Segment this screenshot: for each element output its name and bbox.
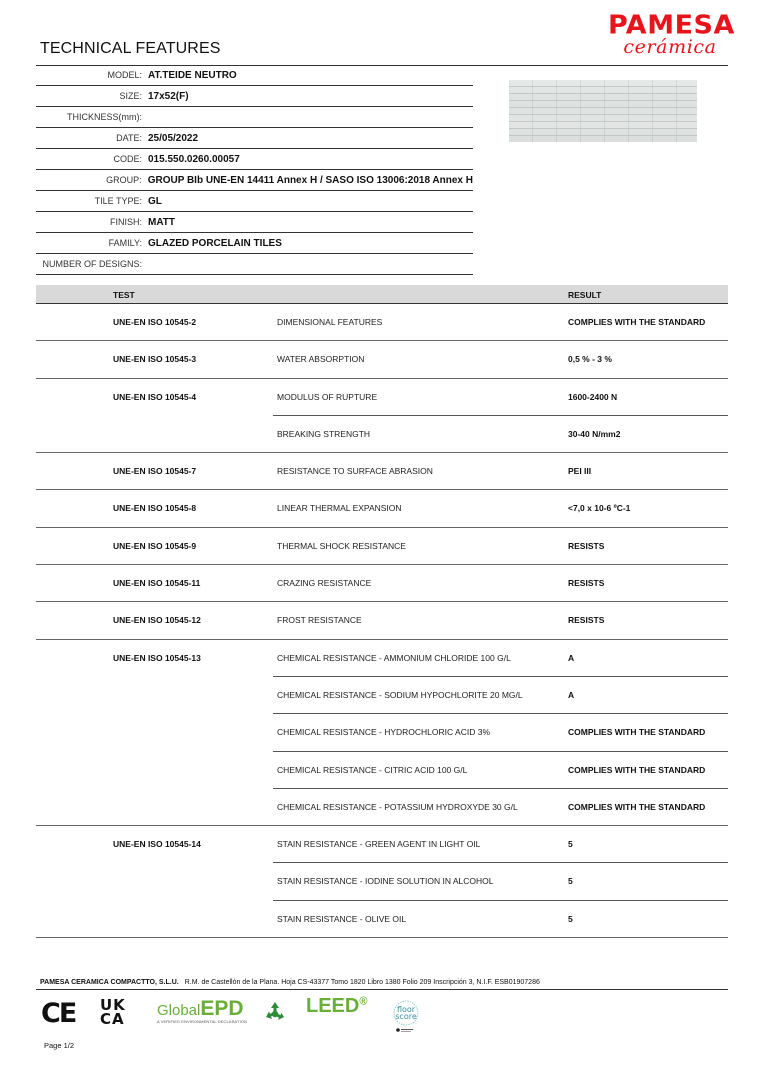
table-row <box>36 453 728 489</box>
test-result: COMPLIES WITH THE STANDARD <box>568 801 706 812</box>
test-description: RESISTANCE TO SURFACE ABRASION <box>277 466 433 477</box>
table-row <box>273 751 728 788</box>
test-standard: UNE-EN ISO 10545-14 <box>113 839 201 850</box>
info-row <box>36 149 473 170</box>
ukca-bottom: CA <box>100 1010 125 1028</box>
test-description: FROST RESISTANCE <box>277 615 362 626</box>
technical-results-table <box>36 285 728 938</box>
table-row <box>36 640 728 676</box>
test-standard: UNE-EN ISO 10545-13 <box>113 652 201 663</box>
info-value: 25/05/2022 <box>148 132 199 144</box>
test-description: THERMAL SHOCK RESISTANCE <box>277 540 406 551</box>
ce-mark-icon: CE <box>41 998 76 1029</box>
document-title: TECHNICAL FEATURES <box>40 40 221 57</box>
test-description: CHEMICAL RESISTANCE - POTASSIUM HYDROXYDE 30 G/L <box>277 801 518 812</box>
info-label: FAMILY: <box>108 238 142 248</box>
info-row <box>36 212 473 233</box>
info-label: DATE: <box>116 133 142 143</box>
floorscore-top: floor <box>396 1005 416 1014</box>
floorscore-logo-icon <box>388 999 424 1035</box>
test-result: COMPLIES WITH THE STANDARD <box>568 764 706 775</box>
info-row <box>36 86 473 107</box>
test-description: DIMENSIONAL FEATURES <box>277 317 383 327</box>
test-group <box>36 640 728 826</box>
test-description: MODULUS OF RUPTURE <box>277 391 378 402</box>
test-standard: UNE-EN ISO 10545-12 <box>113 615 201 626</box>
test-standard: UNE-EN ISO 10545-3 <box>113 354 197 365</box>
info-label: MODEL: <box>107 70 142 80</box>
test-group <box>36 453 728 490</box>
info-row <box>36 254 473 275</box>
info-row <box>36 65 473 86</box>
test-standard: UNE-EN ISO 10545-7 <box>113 466 197 477</box>
test-group <box>36 490 728 527</box>
global-epd-logo <box>157 997 247 1024</box>
info-row <box>36 191 473 212</box>
info-label: FINISH: <box>109 217 142 227</box>
test-description: CRAZING RESISTANCE <box>277 578 372 589</box>
test-group <box>36 528 728 565</box>
test-description: BREAKING STRENGTH <box>277 428 371 439</box>
test-result: A <box>568 689 575 700</box>
test-result: 1600-2400 N <box>568 391 618 402</box>
table-row <box>273 900 728 937</box>
info-label: TILE TYPE: <box>94 196 142 206</box>
info-value: 17x52(F) <box>148 90 189 102</box>
test-result: <7,0 x 10-6 ºC-1 <box>568 503 631 514</box>
test-result: 5 <box>568 913 573 924</box>
test-description: STAIN RESISTANCE - GREEN AGENT IN LIGHT OIL <box>277 839 481 850</box>
test-standard: UNE-EN ISO 10545-4 <box>113 391 197 402</box>
test-description: LINEAR THERMAL EXPANSION <box>277 503 402 514</box>
epd-suffix: EPD <box>200 997 244 1020</box>
table-row <box>36 490 728 526</box>
leed-registered-mark: ® <box>359 995 368 1008</box>
info-row <box>36 128 473 149</box>
table-row <box>36 602 728 638</box>
info-value: GL <box>148 195 162 207</box>
table-row <box>273 676 728 713</box>
test-description: CHEMICAL RESISTANCE - CITRIC ACID 100 G/L <box>277 764 468 775</box>
test-standard: UNE-EN ISO 10545-8 <box>113 503 197 514</box>
table-row <box>273 862 728 899</box>
company-legal-line <box>40 979 540 986</box>
leed-logo <box>306 995 367 1018</box>
table-row <box>36 379 728 415</box>
test-group <box>36 379 728 454</box>
epd-prefix: Global <box>157 1002 201 1019</box>
leed-text: LEED <box>306 995 360 1017</box>
test-result: 5 <box>568 876 573 887</box>
info-label: CODE: <box>113 154 142 164</box>
info-value: GLAZED PORCELAIN TILES <box>148 237 282 249</box>
table-row <box>36 528 728 564</box>
table-row <box>36 565 728 601</box>
logo-brand: PAMESA <box>608 10 735 41</box>
test-standard: UNE-EN ISO 10545-9 <box>113 540 197 551</box>
info-label: GROUP: <box>106 175 142 185</box>
page-number: Page 1/2 <box>44 1041 75 1050</box>
test-result: 30-40 N/mm2 <box>568 428 621 439</box>
pamesa-logo <box>608 10 735 58</box>
info-label: SIZE: <box>119 91 142 101</box>
test-group <box>36 826 728 938</box>
info-value: AT.TEIDE NEUTRO <box>148 69 237 81</box>
test-result: A <box>568 652 575 663</box>
test-group <box>36 565 728 602</box>
test-result: RESISTS <box>568 540 605 551</box>
tile-preview-image <box>509 80 697 142</box>
info-row <box>36 233 473 254</box>
test-standard: UNE-EN ISO 10545-11 <box>113 578 201 589</box>
table-row <box>36 304 728 340</box>
info-value: 015.550.0260.00057 <box>148 153 240 165</box>
table-row <box>273 788 728 825</box>
floorscore-bottom: score <box>395 1012 417 1021</box>
info-row <box>36 170 473 191</box>
table-body <box>36 304 728 938</box>
info-row <box>36 107 473 128</box>
info-label: THICKNESS(mm): <box>67 112 142 122</box>
test-result: RESISTS <box>568 615 605 626</box>
company-name: PAMESA CERAMICA COMPACTTO, S.L.U. <box>40 979 179 986</box>
test-group <box>36 602 728 639</box>
logo-subtitle: cerámica <box>623 36 717 58</box>
test-result: 5 <box>568 839 573 850</box>
test-description: STAIN RESISTANCE - IODINE SOLUTION IN ALCOHOL <box>277 876 494 887</box>
test-standard: UNE-EN ISO 10545-2 <box>113 317 197 327</box>
footer-divider <box>36 989 728 990</box>
table-header <box>36 285 728 304</box>
table-row <box>273 415 728 452</box>
header-result: RESULT <box>568 290 602 300</box>
ukca-top: UK <box>100 996 126 1014</box>
test-description: CHEMICAL RESISTANCE - HYDROCHLORIC ACID 3% <box>277 727 491 738</box>
ukca-mark-icon <box>100 998 126 1026</box>
test-result: PEI III <box>568 466 592 477</box>
table-row <box>273 713 728 750</box>
recycle-icon <box>263 1000 287 1024</box>
company-registry: R.M. de Castellón de la Plana. Hoja CS-43377 Tomo 1820 Libro 1380 Folio 209 Inscripción 3, N.I.F. ESB01907286 <box>184 979 540 986</box>
test-group <box>36 304 728 341</box>
test-description: CHEMICAL RESISTANCE - AMMONIUM CHLORIDE 100 G/L <box>277 652 511 663</box>
table-row <box>36 341 728 377</box>
test-result: COMPLIES WITH THE STANDARD <box>568 727 706 738</box>
test-group <box>36 341 728 378</box>
test-description: STAIN RESISTANCE - OLIVE OIL <box>277 913 407 924</box>
info-value: MATT <box>148 216 176 228</box>
info-value: GROUP BIb UNE-EN 14411 Annex H / SASO ISO 13006:2018 Annex H <box>147 174 473 186</box>
product-info-table <box>36 65 473 275</box>
epd-tagline: A VERIFIED ENVIRONMENTAL DECLARATION <box>157 1019 247 1024</box>
test-description: CHEMICAL RESISTANCE - SODIUM HYPOCHLORITE 20 MG/L <box>277 689 523 700</box>
test-result: COMPLIES WITH THE STANDARD <box>568 317 706 327</box>
info-label: NUMBER OF DESIGNS: <box>42 259 142 269</box>
test-result: 0,5 % - 3 % <box>568 354 612 365</box>
test-description: WATER ABSORPTION <box>277 354 365 365</box>
test-result: RESISTS <box>568 578 605 589</box>
table-row <box>36 826 728 862</box>
header-test: TEST <box>113 290 135 300</box>
